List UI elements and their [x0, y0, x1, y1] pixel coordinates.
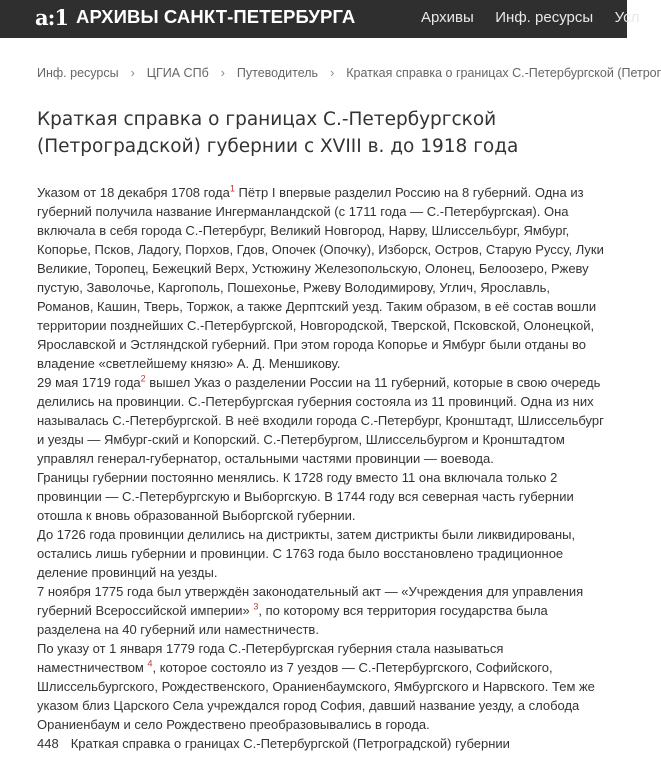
article-body [37, 183, 607, 753]
paragraph-text: Пётр I впервые разделил Россию на 8 губерний. Одна из губерний получила название Ингерманландской (с 1711 года — С.-Петербургская). Она включала в себя города С.-Петербург, Великий Новгород, Нарву, Шлиссельбург, Ямбург, Копорье, Псков, Ладогу, Порхов, Гдов, Опочек (Опочку), Изборск, Остров, Старую Руссу, Луки Великие, Торопец, Бежецкий Верх, Устюжину Железопольскую, Олонец, Белоозеро, Ржеву пустую, Заволочье, Каргополь, Пошехонье, Ржеву Володимирову, Углич, Ярославль, Романов, Кашин, Тверь, Торжок, а также Дерптский уезд. Таким образом, в её состав вошли территории позднейших С.-Петербургской, Новгородской, Тверской, Псковской, Олонецкой, Ярославской и Эстляндской губерний. При этом города Копорье и Ямбург были отданы во владение «светлейшему князю» А. Д. Меншикову. [37, 185, 604, 371]
page-footer-line [37, 734, 607, 753]
paragraph-text: По указу от 1 января 1779 года С.-Петербургская губерния стала называться наместничеством [37, 641, 504, 675]
chevron-right-icon: › [130, 66, 135, 80]
breadcrumb-item-guide[interactable]: Путеводитель [236, 66, 319, 80]
nav-info-resources[interactable]: Инф. ресурсы [495, 9, 594, 26]
paragraph-text: До 1726 года провинции делились на дистрикты, затем дистрикты были ликвидированы, остались лишь губернии и провинции. С 1763 года было восстановлено традиционное деление провинций на уезды. [37, 527, 576, 580]
archive-logo-icon: a:1 [35, 4, 68, 30]
breadcrumb [37, 66, 661, 80]
footnote-link[interactable]: 4 [147, 658, 153, 669]
page-number: 448 [37, 736, 59, 751]
site-logo[interactable] [35, 5, 355, 29]
chevron-right-icon: › [330, 66, 335, 80]
article-paragraph [37, 373, 607, 468]
article-paragraph [37, 183, 607, 373]
footnote-link[interactable]: 1 [229, 183, 235, 194]
page-title: Краткая справка о границах С.-Петербургской (Петроградской) губернии с XVIII в. до 1918 года [37, 109, 519, 157]
paragraph-text: , по которому вся территория государства была разделена на 40 губерний или наместничеств. [37, 603, 548, 637]
article-paragraph [37, 582, 607, 639]
top-navigation-bar [0, 0, 640, 38]
footnote-link[interactable]: 3 [253, 601, 259, 612]
chevron-right-icon: › [220, 66, 225, 80]
paragraph-text: Указом от 18 декабря 1708 года [37, 185, 230, 200]
footnote-link[interactable]: 2 [140, 373, 146, 384]
running-title: Краткая справка о границах С.-Петербургской (Петроградской) губернии [70, 736, 510, 751]
paragraph-text: Границы губернии постоянно менялись. К 1728 году вместо 11 она включала только 2 провинции — С.-Петербургскую и Выборгскую. В 1744 году вся северная часть губернии отошла к вновь образованной Выборгской губернии. [37, 470, 574, 523]
main-nav [421, 9, 656, 27]
breadcrumb-item-info-resources[interactable]: Инф. ресурсы [37, 66, 119, 80]
article-paragraph [37, 639, 607, 734]
paragraph-text: 29 мая 1719 года [37, 375, 141, 390]
paragraph-text: вышел Указ о разделении России на 11 губерний, которые в свою очередь делились на провинции. С.-Петербургская губерния состояла из 11 провинций. Одна из них называлась С.-Петербургской. В неё входили города С.-Петербург, Кронштадт, Шлиссельбург и уезды — Ямбург-ский и Копорский. С.-Петербургом, Шлиссельбургом и Кронштадтом управлял генерал-губернатор, остальными частями провинции — воевода. [37, 375, 604, 466]
paragraph-text: 7 ноября 1775 года был утверждён законодательный акт — «Учреждения для управления губерний Всероссийской империи» [37, 584, 584, 618]
breadcrumb-item-current: Краткая справка о границах С.-Петербургской (Петрог [346, 66, 661, 80]
breadcrumb-item-cgia[interactable]: ЦГИА СПб [146, 66, 209, 80]
paragraph-text: , которое состояло из 7 уездов — С.-Петербургского, Софийского, Шлиссельбургского, Рождественского, Ораниенбаумского, Ямбургского и Нарвского. Тем же указом близ Царского Села учреждался город София, давший название уезду, а слобода Ораниенбаум и село Рождествено преобразовывались в города. [37, 660, 595, 732]
nav-archives[interactable]: Архивы [421, 9, 474, 26]
nav-services[interactable]: Усл [614, 9, 640, 26]
article-paragraph [37, 525, 607, 582]
article-paragraph [37, 468, 607, 525]
site-title: АРХИВЫ САНКТ-ПЕТЕРБУРГА [75, 6, 356, 27]
